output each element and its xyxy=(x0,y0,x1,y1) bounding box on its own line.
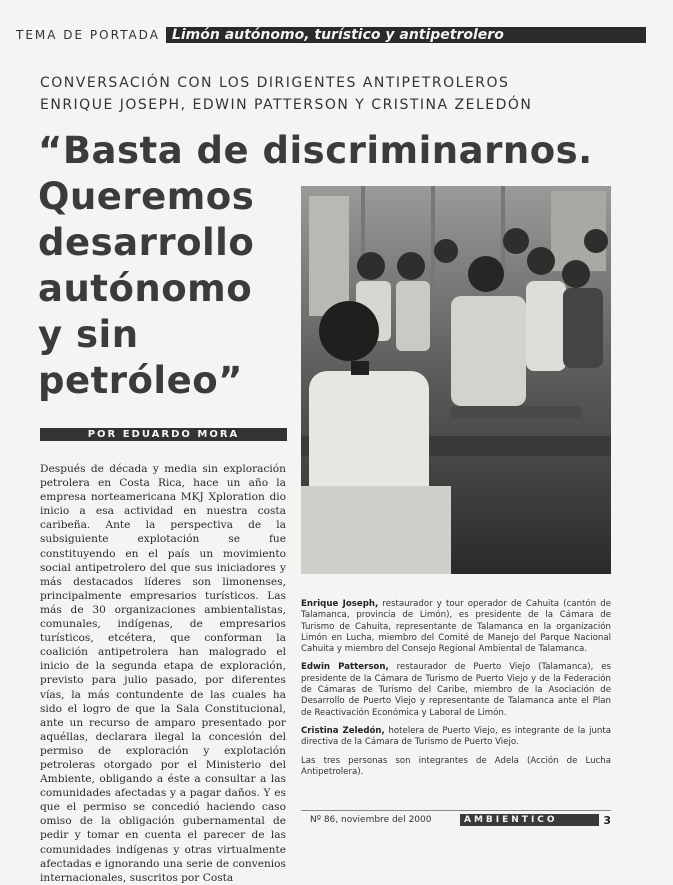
page-number: 3 xyxy=(603,813,611,827)
subhead-line-2: ENRIQUE JOSEPH, EDWIN PATTERSON Y CRISTINA ZELEDÓN xyxy=(40,97,533,113)
headline-line: desarrollo xyxy=(38,221,255,264)
bio-edwin-patterson xyxy=(301,662,611,718)
bio-name: Cristina Zeledón, xyxy=(301,725,385,736)
bio-text: Las tres personas son integrantes de Adela (Acción de Lucha Antipetrolera). xyxy=(301,755,611,777)
bio-cristina-zeledon xyxy=(301,726,611,749)
bio-name: Edwin Patterson, xyxy=(301,662,389,673)
classroom-photo xyxy=(301,186,611,574)
bio-text: hotelera de Puerto Viejo, es integrante de la junta directiva de la Cámara de Turismo de Puerto Viejo. xyxy=(301,725,611,748)
headline-line: Queremos xyxy=(38,175,255,218)
section-header xyxy=(16,27,646,43)
section-label: TEMA DE PORTADA xyxy=(16,28,160,42)
magazine-name: AMBIENTICO xyxy=(460,814,599,826)
bio-name: Enrique Joseph, xyxy=(301,599,379,609)
issue-number: Nº 86, noviembre del 2000 xyxy=(310,815,432,825)
headline-line: y sin xyxy=(38,313,139,356)
article-body: Después de década y media sin exploración petrolera en Costa Rica, hace un año la empresa norteamericana MKJ Xploration dio inicio a esa actividad en nuestra costa caribeña. Ante la perspectiva de la subsiguiente explotación se fue constituyendo en el país un movimiento social antipetrolero del que sus iniciadores y más destacados líderes son limonenses, principalmente empresarios turísticos. Las más de 30 organizaciones ambientalistas, comunales, indígenas, de empresarios turísticos, etcétera, que conforman la coalición antipetrolera han malogrado el inicio de la segunda etapa de exploración, previsto para julio pasado, por diferentes vías, la más contundente de las cuales ha sido el logro de que la Sala Constitucional, ante un recurso de amparo presentado por aquéllas, declarara ilegal la concesión del permiso de exploración y explotación petroleras otorgado por el Ministerio del Ambiente, obligando a éste a consultar a las comunidades afectadas y a pagar daños. Y es que el permiso se concedió haciendo caso omiso de la obligación gubernamental de pedir y tomar en cuenta el parecer de las comunidades indígenas y otras virtualmente afectadas e ignorando una serie de convenios internacionales, suscritos por Costa xyxy=(40,463,286,884)
headline-line: petróleo” xyxy=(38,359,243,402)
article-kicker: Limón autónomo, turístico y antipetrolero xyxy=(166,27,646,43)
headline-line: autónomo xyxy=(38,267,253,310)
photo-image xyxy=(301,186,611,574)
bio-note xyxy=(301,756,611,779)
subhead xyxy=(40,72,640,116)
interviewee-bios xyxy=(301,599,611,785)
bio-text: restaurador y tour operador de Cahuita (cantón de Talamanca, provincia de Limón), es presidente de la Cámara de Turismo de Cahuita, representante de Talamanca en la organización Limón en Lucha, miembro del Comité de Manejo del Parque Nacional Cahuita y miembro del Consejo Regional Ambiental de Talamanca. xyxy=(301,599,611,655)
headline-line: “Basta de discriminarnos. xyxy=(38,129,593,172)
footer-divider xyxy=(301,810,611,811)
subhead-line-1: CONVERSACIÓN CON LOS DIRIGENTES ANTIPETROLEROS xyxy=(40,75,510,91)
bio-text: restaurador de Puerto Viejo (Talamanca), es presidente de la Cámara de Turismo de Puerto Viejo y de la Federación de Cámaras de Turismo del Caribe, miembro de la Asociación de Desarrollo de Puerto Viejo y representante de Talamanca ante el Plan de Reactivación Económica y Laboral de Limón. xyxy=(301,662,611,718)
page-footer xyxy=(310,814,611,826)
byline: POR EDUARDO MORA xyxy=(40,428,287,441)
bio-enrique-joseph xyxy=(301,599,611,655)
